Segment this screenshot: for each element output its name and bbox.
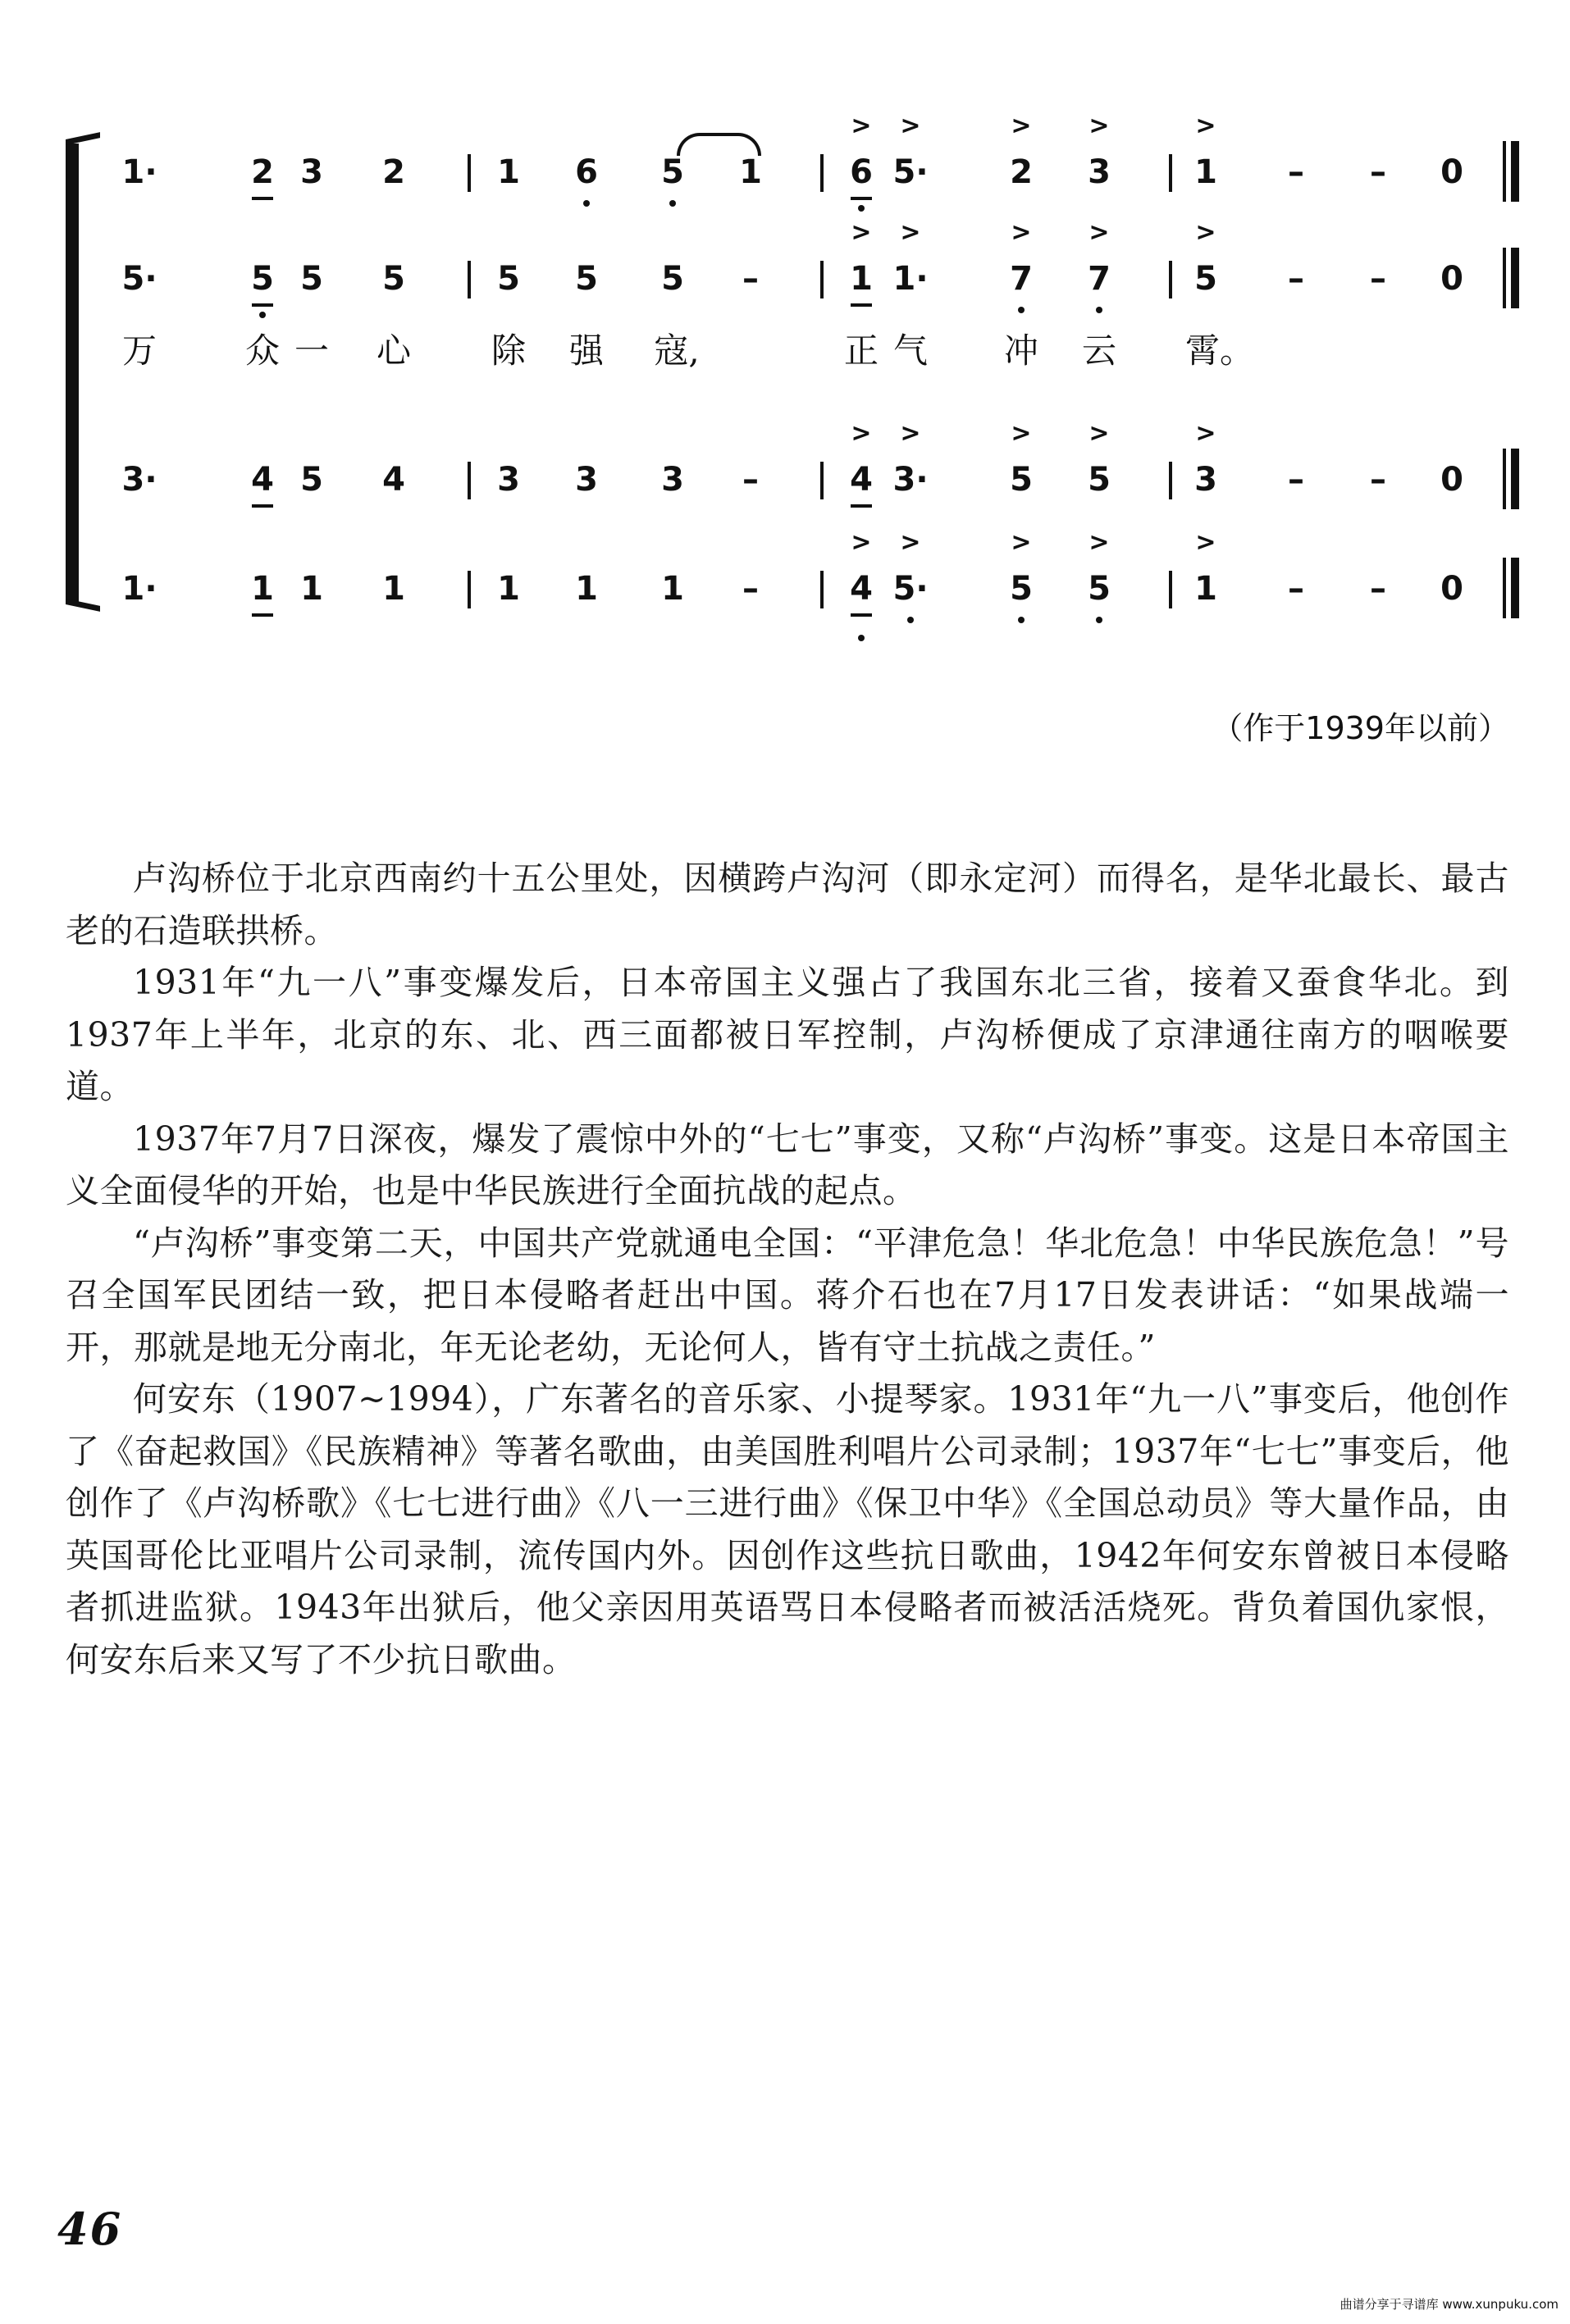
staff-4 (0, 528, 1570, 630)
lyric: 一 (294, 330, 329, 371)
note: – (1370, 570, 1386, 608)
barline (1169, 462, 1172, 499)
note: > 5· (892, 112, 929, 191)
barline (820, 261, 824, 298)
barline (820, 571, 824, 608)
note: > 5 (1079, 564, 1120, 613)
barline (468, 462, 471, 499)
note: 0 (1440, 260, 1463, 298)
note: > 5 (1194, 218, 1217, 298)
lyric: 气 (892, 330, 928, 371)
note: 6 (566, 148, 607, 197)
note: 1 (382, 570, 405, 608)
note: 0 (1440, 153, 1463, 191)
end-barline (1511, 141, 1519, 202)
note: – (1288, 570, 1304, 608)
end-barline (1503, 449, 1506, 509)
note: 1 (497, 570, 520, 608)
note: > 7 (1079, 254, 1120, 303)
paragraph: 卢沟桥位于北京西南约十五公里处，因横跨卢沟河（即永定河）而得名，是华北最长、最古老的石造联拱桥。 (66, 859, 1509, 950)
barline (1169, 261, 1172, 298)
note: 2 (382, 153, 405, 191)
note: 4 (242, 455, 283, 504)
note: > 5 (1001, 564, 1042, 613)
note: 1 (739, 153, 762, 191)
lyric: 正 (843, 330, 879, 371)
note: – (1370, 461, 1386, 499)
note: > 5· (890, 564, 931, 613)
end-barline (1511, 558, 1519, 618)
page-number: 46 (57, 2203, 123, 2255)
end-barline (1503, 248, 1506, 308)
note: > 5 (1010, 419, 1033, 499)
paragraph: 何安东（1907~1994），广东著名的音乐家、小提琴家。1931年“九一八”事变后，他创作了《奋起救国》《民族精神》等著名歌曲，由美国胜利唱片公司录制；1937年“七七”事变后，他创作了《卢沟桥歌》《七七进行曲》《八一三进行曲》《保卫中华》《全国总动员》等大量作品，由英国哥伦比亚唱片公司录制，流传国内外。因创作这些抗日歌曲，1942年何安东曾被日本侵略者抓进监狱。1943年出狱后，他父亲因用英语骂日本侵略者而被活活烧死。背负着国仇家恨，何安东后来又写了不少抗日歌曲。 (66, 1379, 1509, 1679)
note: > 6 (841, 148, 882, 197)
lyric: 心 (376, 330, 411, 371)
note: 1 (242, 564, 283, 613)
note: 5· (121, 260, 157, 298)
staff-1 (0, 112, 1570, 213)
barline (1169, 154, 1172, 192)
note: 5 (652, 148, 693, 197)
barline (468, 261, 471, 298)
note: 1 (300, 570, 323, 608)
note: 1 (575, 570, 598, 608)
note: > 5 (1088, 419, 1111, 499)
lyric: 众 (244, 330, 280, 371)
bracket-cap-top (66, 132, 100, 145)
note: 5 (575, 260, 598, 298)
lyric: 云 (1081, 330, 1116, 371)
note: 5 (242, 254, 283, 303)
note: 5 (661, 260, 684, 298)
note: – (742, 570, 759, 608)
note: > 2 (1010, 112, 1033, 191)
note: 1· (121, 153, 157, 191)
paragraph: “卢沟桥”事变第二天，中国共产党就通电全国：“平津危急！华北危急！中华民族危急！”号召全国军民团结一致，把日本侵略者赶出中国。蒋介石也在7月17日发表讲话：“如果战端一开，那就是地无分南北，年无论老幼，无论何人，皆有守土抗战之责任。” (66, 1223, 1509, 1367)
note: > 7 (1001, 254, 1042, 303)
note: – (742, 260, 759, 298)
barline (468, 154, 471, 192)
staff-3 (0, 419, 1570, 521)
note: > 1 (1194, 112, 1217, 191)
article-body (66, 853, 1509, 1686)
lyric: 冲 (1003, 330, 1038, 371)
barline (820, 462, 824, 499)
note: – (742, 461, 759, 499)
paragraph: 1937年7月7日深夜，爆发了震惊中外的“七七”事变，又称“卢沟桥”事变。这是日本帝国主义全面侵华的开始，也是中华民族进行全面抗战的起点。 (66, 1119, 1509, 1210)
note: > 4 (841, 564, 882, 613)
barline (1169, 571, 1172, 608)
lyric: 除 (491, 330, 526, 371)
note: 1 (661, 570, 684, 608)
barline (820, 154, 824, 192)
note: – (1288, 153, 1304, 191)
note: > 1 (841, 254, 882, 303)
end-barline (1511, 449, 1519, 509)
note: 0 (1440, 461, 1463, 499)
end-barline (1511, 248, 1519, 308)
note: – (1370, 260, 1386, 298)
paragraph: 1931年“九一八”事变爆发后，日本帝国主义强占了我国东北三省，接着又蚕食华北。到1937年上半年，北京的东、北、西三面都被日军控制，卢沟桥便成了京津通往南方的咽喉要道。 (66, 963, 1509, 1106)
note: > 4 (841, 455, 882, 504)
note: 5 (382, 260, 405, 298)
lyric: 强 (568, 330, 604, 371)
note: > 1· (892, 218, 929, 298)
lyric: 寇, (654, 330, 700, 371)
note: 3 (575, 461, 598, 499)
staff-2 (0, 218, 1570, 320)
note: > 1 (1194, 528, 1217, 608)
note: 0 (1440, 570, 1463, 608)
note: > 3· (892, 419, 929, 499)
note: 3 (300, 153, 323, 191)
note: 5 (497, 260, 520, 298)
note: 5 (300, 260, 323, 298)
note: 1· (121, 570, 157, 608)
end-barline (1503, 558, 1506, 618)
note: > 3 (1194, 419, 1217, 499)
note: – (1288, 461, 1304, 499)
note: 5 (300, 461, 323, 499)
watermark-text: 曲谱分享于寻谱库 www.xunpuku.com (1340, 2297, 1559, 2312)
note: > 3 (1088, 112, 1111, 191)
note: 4 (382, 461, 405, 499)
lyric: 霄。 (1185, 330, 1255, 371)
note: 3 (497, 461, 520, 499)
note: 3· (121, 461, 157, 499)
composition-date-note: （作于1939年以前） (1212, 710, 1509, 746)
end-barline (1503, 141, 1506, 202)
lyric: 万 (121, 330, 157, 371)
note: 1 (497, 153, 520, 191)
barline (468, 571, 471, 608)
note: 3 (661, 461, 684, 499)
note: – (1288, 260, 1304, 298)
note: 2 (242, 148, 283, 197)
note: – (1370, 153, 1386, 191)
music-score (0, 0, 1570, 656)
